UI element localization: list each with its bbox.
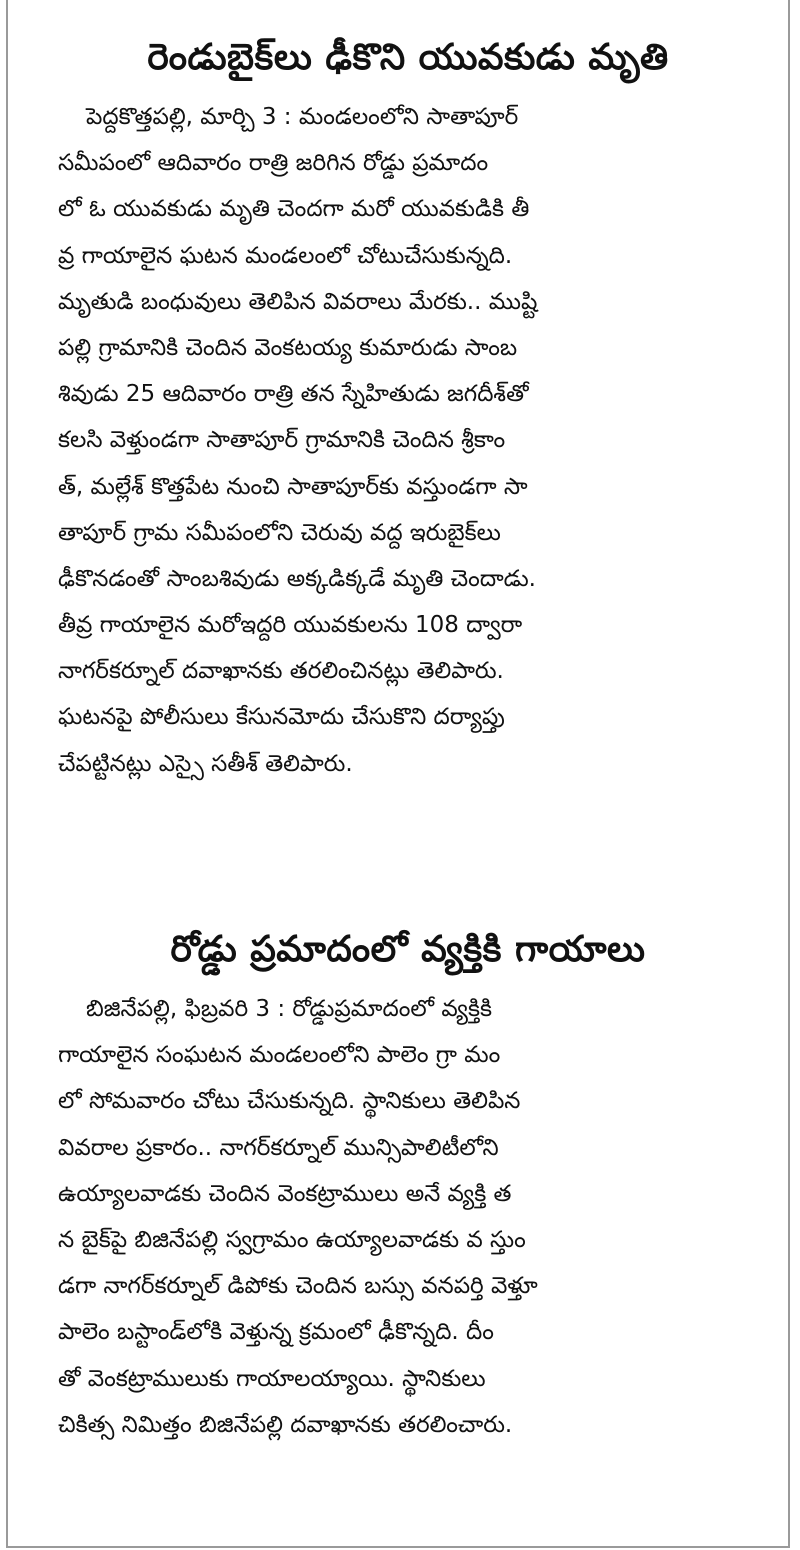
article-line: డగా నాగర్‌కర్నూల్ డిపోకు చెందిన బస్సు వనపర్తి వెళ్తూ [58, 1273, 538, 1300]
article-line: శివుడు 25 ఆదివారం రాత్రి తన స్నేహితుడు జగదీశ్‌తో [58, 381, 529, 408]
article-line: లో ఓ యువకుడు మృతి చెందగా మరో యువకుడికి తీ [58, 196, 530, 223]
article-line: పెద్దకొత్తపల్లి, మార్చి 3 : మండలంలోని సాతాపూర్ [86, 104, 519, 130]
article-line: వ్ర గాయాలైన ఘటన మండలంలో చోటుచేసుకున్నది. [58, 242, 513, 269]
article-line: వివరాల ప్రకారం.. నాగర్‌కర్నూల్ మున్సిపాలిటీలోని [58, 1134, 499, 1161]
article-headline: రోడ్డు ప్రమాదంలో వ్యక్తికి గాయాలు [170, 929, 646, 970]
article-line: నాగర్‌కర్నూల్ దవాఖానకు తరలించినట్లు తెలిపారు. [58, 658, 504, 685]
article-line: తీవ్ర గాయాలైన మరోఇద్దరి యువకులను 108 ద్వారా [58, 612, 523, 639]
news-article-bike-collision [58, 32, 758, 787]
article-line: చేపట్టినట్లు ఎస్సై సతీశ్ తెలిపారు. [58, 750, 353, 777]
article-line: బిజినేపల్లి, ఫిబ్రవరి 3 : రోడ్డుప్రమాదంలో వ్యక్తికి [86, 996, 492, 1022]
article-line: పల్లి గ్రామానికి చెందిన వెంకటయ్య కుమారుడు సాంబ [58, 334, 518, 361]
news-article-road-accident-injury [58, 924, 758, 1448]
article-line: గాయాలైన సంఘటన మండలంలోని పాలెం గ్రా మం [58, 1042, 501, 1069]
article-line: ఉయ్యాలవాడకు చెందిన వెంకట్రాములు అనే వ్యక్తి త [58, 1180, 512, 1207]
article-line: సమీపంలో ఆదివారం రాత్రి జరిగిన రోడ్డు ప్రమాదం [58, 150, 489, 177]
article-line: లో సోమవారం చోటు చేసుకున్నది. స్థానికులు తెలిపిన [58, 1088, 521, 1115]
article-line: త్, మల్లేశ్ కొత్తపేట నుంచి సాతాపూర్‌కు వస్తుండగా సా [58, 473, 528, 500]
article-line: ఘటనపై పోలీసులు కేసునమోదు చేసుకొని దర్యాప్తు [58, 704, 505, 731]
article-body [58, 986, 758, 1448]
article-line: న బైక్‌పై బిజినేపల్లి స్వగ్రామం ఉయ్యాలవాడకు వ స్తుం [58, 1226, 526, 1253]
article-line: ఢీకొనడంతో సాంబశివుడు అక్కడిక్కడే మృతి చెందాడు. [58, 565, 536, 592]
article-body [58, 94, 758, 787]
article-headline: రెండుబైక్‌లు ఢీకొని యువకుడు మృతి [147, 37, 669, 78]
article-line: పాలెం బస్టాండ్‌లోకి వెళ్తున్న క్రమంలో ఢీకొన్నది. దీం [58, 1319, 494, 1346]
article-line: తాపూర్ గ్రామ సమీపంలోని చెరువు వద్ద ఇరుబైక్‌లు [58, 519, 501, 546]
article-line: తో వెంకట్రాములుకు గాయాలయ్యాయి. స్థానికులు [58, 1365, 486, 1392]
article-line: చికిత్స నిమిత్తం బిజినేపల్లి దవాఖానకు తరలించారు. [58, 1411, 513, 1438]
article-line: మృతుడి బంధువులు తెలిపిన వివరాలు మేరకు.. ముష్టి [58, 288, 538, 315]
article-line: కలసి వెళ్తుండగా సాతాపూర్ గ్రామానికి చెందిన శ్రీకాం [58, 427, 506, 454]
